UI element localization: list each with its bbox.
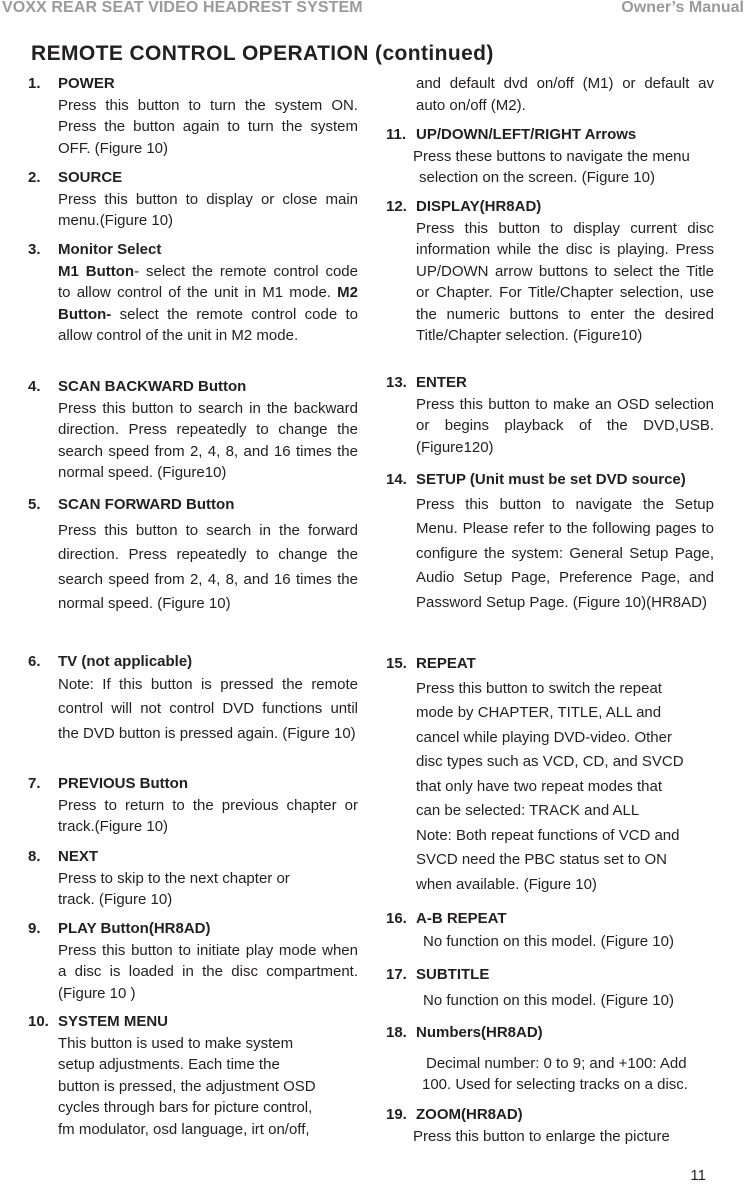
item-line: cancel while playing DVD-video. Other <box>416 728 672 746</box>
item-description <box>58 261 358 347</box>
item-line: Press these buttons to navigate the menu <box>413 147 690 165</box>
item-description: Press to return to the previous chapter or track.(Figure 10) <box>58 796 358 835</box>
list-item-repeat <box>386 653 714 897</box>
list-item-numbers <box>386 1022 714 1096</box>
list-item-monitor-select <box>28 239 358 347</box>
list-item-zoom <box>386 1104 714 1147</box>
list-item-scan-forward <box>28 494 358 617</box>
item-description: Press this button to initiate play mode when a disc is loaded in the disc compartment. (Figure 10 ) <box>58 941 358 1002</box>
item-heading: SOURCE <box>58 169 123 186</box>
list-item-tv <box>28 651 358 746</box>
m2-button-label: M2 Button- <box>58 284 358 323</box>
item-heading: UP/DOWN/LEFT/RIGHT Arrows <box>416 126 637 143</box>
item-heading: POWER <box>58 75 115 92</box>
item-description: Press this button to search in the backward direction. Press repeatedly to change the search speed from 2, 4, 8, and 16 times the normal speed. (Figure10) <box>58 399 358 481</box>
item-heading: ZOOM(HR8AD) <box>416 1106 523 1123</box>
item-description: Press this button to display or close main menu.(Figure 10) <box>58 190 358 229</box>
item-line: fm modulator, osd language, irt on/off, <box>58 1120 310 1138</box>
item-description <box>416 677 714 898</box>
header-manual-name: VOXX REAR SEAT VIDEO HEADREST SYSTEM <box>2 0 363 16</box>
item-number: 6. <box>28 653 41 670</box>
item-heading: Numbers(HR8AD) <box>416 1024 543 1041</box>
item-heading: REPEAT <box>416 655 476 672</box>
m1-description: - select the remote control code to allow control of the unit in M1 mode. <box>58 262 358 301</box>
item-heading: DISPLAY(HR8AD) <box>416 198 542 215</box>
item-description <box>413 146 714 189</box>
item-number: 9. <box>28 920 41 937</box>
list-item-system-menu-continued <box>386 73 714 116</box>
item-description: No function on this model. (Figure 10) <box>423 932 674 950</box>
item-description: Press this button to navigate the Setup Menu. Please refer to the following pages to configure the system: General Setup Page, Audio Setup Page, Preference Page, and Password Setup Page. (Figure 10)(HR8AD) <box>416 495 714 611</box>
item-line: selection on the screen. (Figure 10) <box>419 169 655 186</box>
list-item-next <box>28 846 358 911</box>
item-line: button is pressed, the adjustment OSD <box>58 1077 316 1095</box>
item-number: 8. <box>28 848 41 865</box>
header-owners-manual: Owner’s Manual <box>621 0 744 16</box>
m2-description: select the remote control code to allow control of the unit in M2 mode. <box>58 305 358 344</box>
item-number: 16. <box>386 910 407 927</box>
item-line: when available. (Figure 10) <box>416 875 597 893</box>
item-number: 10. <box>28 1013 49 1030</box>
item-description: Note: If this button is pressed the remote control will not control DVD functions until the DVD button is pressed again. (Figure 10) <box>58 675 358 742</box>
item-line: SVCD need the PBC status set to ON <box>416 851 667 868</box>
item-number: 15. <box>386 655 407 672</box>
list-item-display <box>386 196 714 347</box>
item-heading: ENTER <box>416 374 467 391</box>
item-number: 4. <box>28 378 41 395</box>
list-item-power <box>28 73 358 159</box>
item-number: 17. <box>386 966 407 983</box>
list-item-setup <box>386 469 714 615</box>
item-number: 5. <box>28 496 41 513</box>
item-description: Press this button to display current disc information while the disc is playing. Press UP/DOWN arrow buttons to select the Title or Chapter. For Title/Chapter selection, use the numeric buttons to enter the desired Title/Chapter selection. (Figure10) <box>416 219 714 344</box>
item-line: disc types such as VCD, CD, and SVCD <box>416 753 684 770</box>
m1-button-label: M1 Button <box>58 262 135 280</box>
item-number: 3. <box>28 241 41 258</box>
item-heading: PREVIOUS Button <box>58 775 188 792</box>
list-item-play <box>28 918 358 1004</box>
item-number: 11. <box>386 126 407 143</box>
item-heading: PLAY Button(HR8AD) <box>58 920 211 937</box>
item-heading: SUBTITLE <box>416 966 490 983</box>
item-heading: NEXT <box>58 848 99 865</box>
item-number: 13. <box>386 374 407 391</box>
item-number: 7. <box>28 775 41 792</box>
item-line: cycles through bars for picture control, <box>58 1099 313 1116</box>
item-line: 100. Used for selecting tracks on a disc. <box>422 1076 688 1093</box>
item-heading: TV (not applicable) <box>58 653 193 670</box>
list-item-arrows <box>386 124 714 189</box>
item-line: Press this button to switch the repeat <box>416 679 662 697</box>
item-line: track. (Figure 10) <box>58 891 173 908</box>
item-number: 12. <box>386 198 407 215</box>
page-title: REMOTE CONTROL OPERATION (continued) <box>31 42 494 65</box>
item-description: No function on this model. (Figure 10) <box>423 991 674 1009</box>
list-item-scan-backward <box>28 376 358 484</box>
item-heading: SCAN FORWARD Button <box>58 496 235 513</box>
item-heading: SYSTEM MENU <box>58 1013 169 1030</box>
item-number: 1. <box>28 75 41 92</box>
list-item-enter <box>386 372 714 458</box>
item-description: and default dvd on/off (M1) or default av auto on/off (M2). <box>416 75 714 114</box>
item-heading: A-B REPEAT <box>416 910 507 927</box>
item-line: that only have two repeat modes that <box>416 777 662 795</box>
item-description: Press this button to search in the forward direction. Press repeatedly to change the search speed from 2, 4, 8, and 16 times the normal speed. (Figure 10) <box>58 521 358 612</box>
list-item-source <box>28 167 358 232</box>
item-line: setup adjustments. Each time the <box>58 1056 280 1073</box>
item-line: can be selected: TRACK and ALL <box>416 802 640 819</box>
item-line: This button is used to make system <box>58 1034 294 1052</box>
list-item-subtitle <box>386 964 714 1011</box>
item-heading: SETUP (Unit must be set DVD source) <box>416 471 686 488</box>
item-line: mode by CHAPTER, TITLE, ALL and <box>416 704 662 721</box>
list-item-ab-repeat <box>386 908 714 952</box>
item-description: Press this button to turn the system ON. Press the button again to turn the system OFF. (Figure 10) <box>58 96 358 157</box>
item-heading: Monitor Select <box>58 241 162 258</box>
item-number: 18. <box>386 1024 407 1041</box>
item-line: Note: Both repeat functions of VCD and <box>416 826 680 844</box>
item-description <box>58 868 358 911</box>
item-number: 14. <box>386 471 407 488</box>
item-line: Press to skip to the next chapter or <box>58 869 290 887</box>
list-item-system-menu <box>28 1011 358 1140</box>
item-description: Press this button to enlarge the picture <box>413 1127 670 1145</box>
item-heading: SCAN BACKWARD Button <box>58 378 247 395</box>
page-number: 11 <box>690 1167 706 1184</box>
item-line: Decimal number: 0 to 9; and +100: Add <box>426 1054 687 1072</box>
item-description: Press this button to make an OSD selection or begins playback of the DVD,USB. (Figure120) <box>416 395 714 456</box>
item-number: 2. <box>28 169 41 186</box>
item-description <box>422 1053 714 1096</box>
item-description <box>58 1033 358 1141</box>
list-item-previous <box>28 773 358 838</box>
item-number: 19. <box>386 1106 407 1123</box>
